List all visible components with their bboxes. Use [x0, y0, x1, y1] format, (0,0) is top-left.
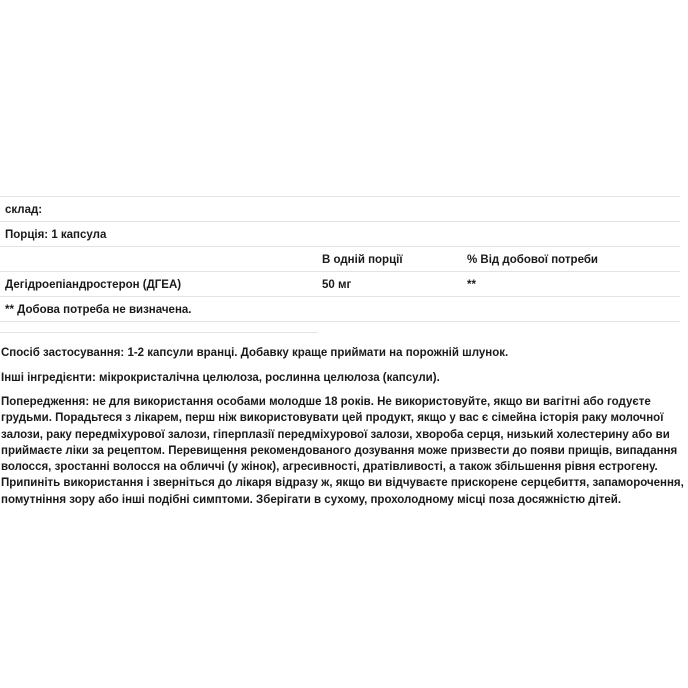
- header-daily-value: % Від добової потреби: [467, 254, 598, 266]
- header-per-serving: В одній порції: [322, 254, 403, 266]
- usage-text: Спосіб застосування: 1-2 капсули вранці. Добавку краще приймати на порожній шлунок.: [1, 347, 509, 359]
- ingredient-name: Дегідроепіандростерон (ДГЕА): [5, 279, 182, 291]
- ingredient-amount: 50 мг: [322, 279, 352, 291]
- divider: [0, 246, 680, 247]
- warning-text: Попередження: не для використання особами молодше 18 років. Не використовуйте, якщо ви вагітні або годуєте грудьми. Порадьтеся з лікарем, перш ніж використовувати цей продукт, якщо у вас є сімейна історія раку молочної залози, раку передміхурової залози, гіперплазії передміхурової залози, хвороба серця, низький холестерину або ви приймаєте ліки за рецептом. Перевищення рекомендованого дозування може призвести до появи прищів, випадання волосся, зростанні волосся на обличчі (у жінок), агресивності, дратівливості, а також збільшення рівня естрогену. Припиніть використання і зверніться до лікаря відразу ж, якщо ви відчуваєте прискорене серцебиття, запаморочення, помутніння зору або інші подібні симптоми. Зберігати в сухому, прохолодному місці поза досяжністю дітей.: [1, 396, 684, 506]
- divider: [0, 296, 680, 297]
- table-title: склад:: [5, 204, 43, 216]
- divider: [0, 221, 680, 222]
- divider: [0, 271, 680, 272]
- serving-size: Порція: 1 капсула: [5, 229, 107, 241]
- footnote: ** Добова потреба не визначена.: [5, 304, 192, 316]
- ingredient-daily-value: **: [467, 279, 476, 291]
- divider-short: [0, 332, 318, 333]
- divider: [0, 196, 680, 197]
- other-ingredients-text: Інші інгредієнти: мікрокристалічна целюлоза, рослинна целюлоза (капсули).: [1, 372, 440, 384]
- divider: [0, 321, 680, 322]
